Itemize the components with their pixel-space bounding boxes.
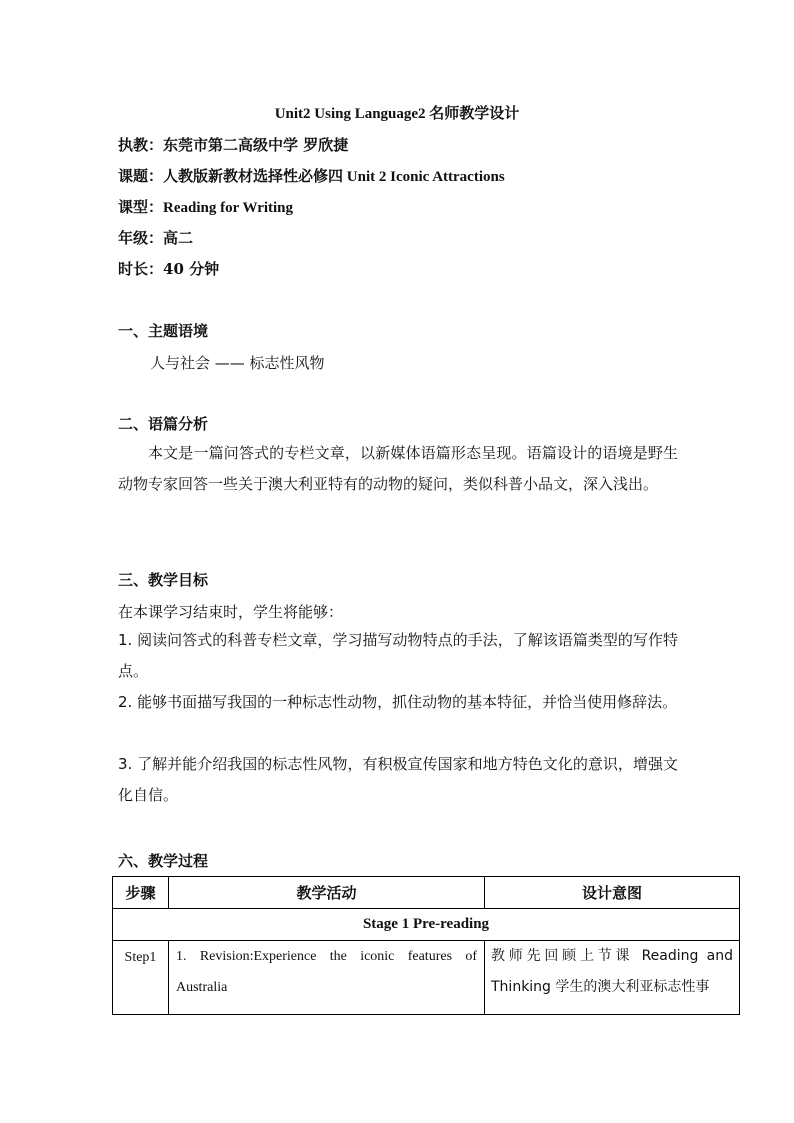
section2-content: 本文是一篇问答式的专栏文章，以新媒体语篇形态呈现。语篇设计的语境是野生动物专家回答一些关于澳大利亚特有的动物的疑问，类似科普小品文，深入浅出。 [118,444,678,493]
meta-teacher-label: 执教： [118,136,164,154]
goal-item-3: 3. 了解并能介绍我国的标志性风物，有积极宣传国家和地方特色文化的意识，增强文化自信。 [118,755,678,804]
meta-duration-value: 40 分钟 [163,260,220,278]
table-row [113,941,740,1015]
meta-topic-label: 课题： [118,167,164,185]
document-title: Unit2 Using Language2 名师教学设计 [274,106,520,122]
section1-heading: 一、主题语境 [118,322,209,340]
section3-intro: 在本课学习结束时，学生将能够： [118,603,344,621]
meta-duration [118,258,219,279]
step-cell: Step1 [113,941,169,1015]
stage-label: Stage 1 Pre-reading [113,909,740,941]
meta-topic [118,165,505,186]
header-intent: 设计意图 [485,877,740,909]
meta-type-label: 课型： [118,198,164,216]
meta-grade-value: 高二 [163,229,194,247]
meta-type [118,196,293,217]
header-activity: 教学活动 [169,877,485,909]
meta-topic-value: 人教版新教材选择性必修四 Unit 2 Iconic Attractions [163,169,505,185]
intent-cell: 教师先回顾上节课 Reading and Thinking 学生的澳大利亚标志性事 [485,941,740,1015]
section3-heading: 三、教学目标 [118,571,209,589]
meta-duration-label: 时长： [118,260,164,278]
table-header-row [113,877,740,909]
section2-heading: 二、语篇分析 [118,415,209,433]
goal-item-1: 1. 阅读问答式的科普专栏文章，学习描写动物特点的手法，了解该语篇类型的写作特点。 [118,631,678,680]
activity-cell: 1. Revision:Experience the iconic features of Australia [169,941,485,1015]
section1-content: 人与社会 —— 标志性风物 [150,354,325,372]
header-step: 步骤 [113,877,169,909]
section6-heading: 六、教学过程 [118,852,209,870]
meta-type-value: Reading for Writing [163,200,294,216]
teaching-process-table [112,876,740,1015]
meta-grade-label: 年级： [118,229,164,247]
goal-item-2: 2. 能够书面描写我国的一种标志性动物，抓住动物的基本特征，并恰当使用修辞法。 [118,693,678,711]
stage-row [113,909,740,941]
meta-teacher [118,134,348,155]
meta-teacher-value: 东莞市第二高级中学 罗欣捷 [163,136,349,154]
meta-grade [118,227,193,248]
